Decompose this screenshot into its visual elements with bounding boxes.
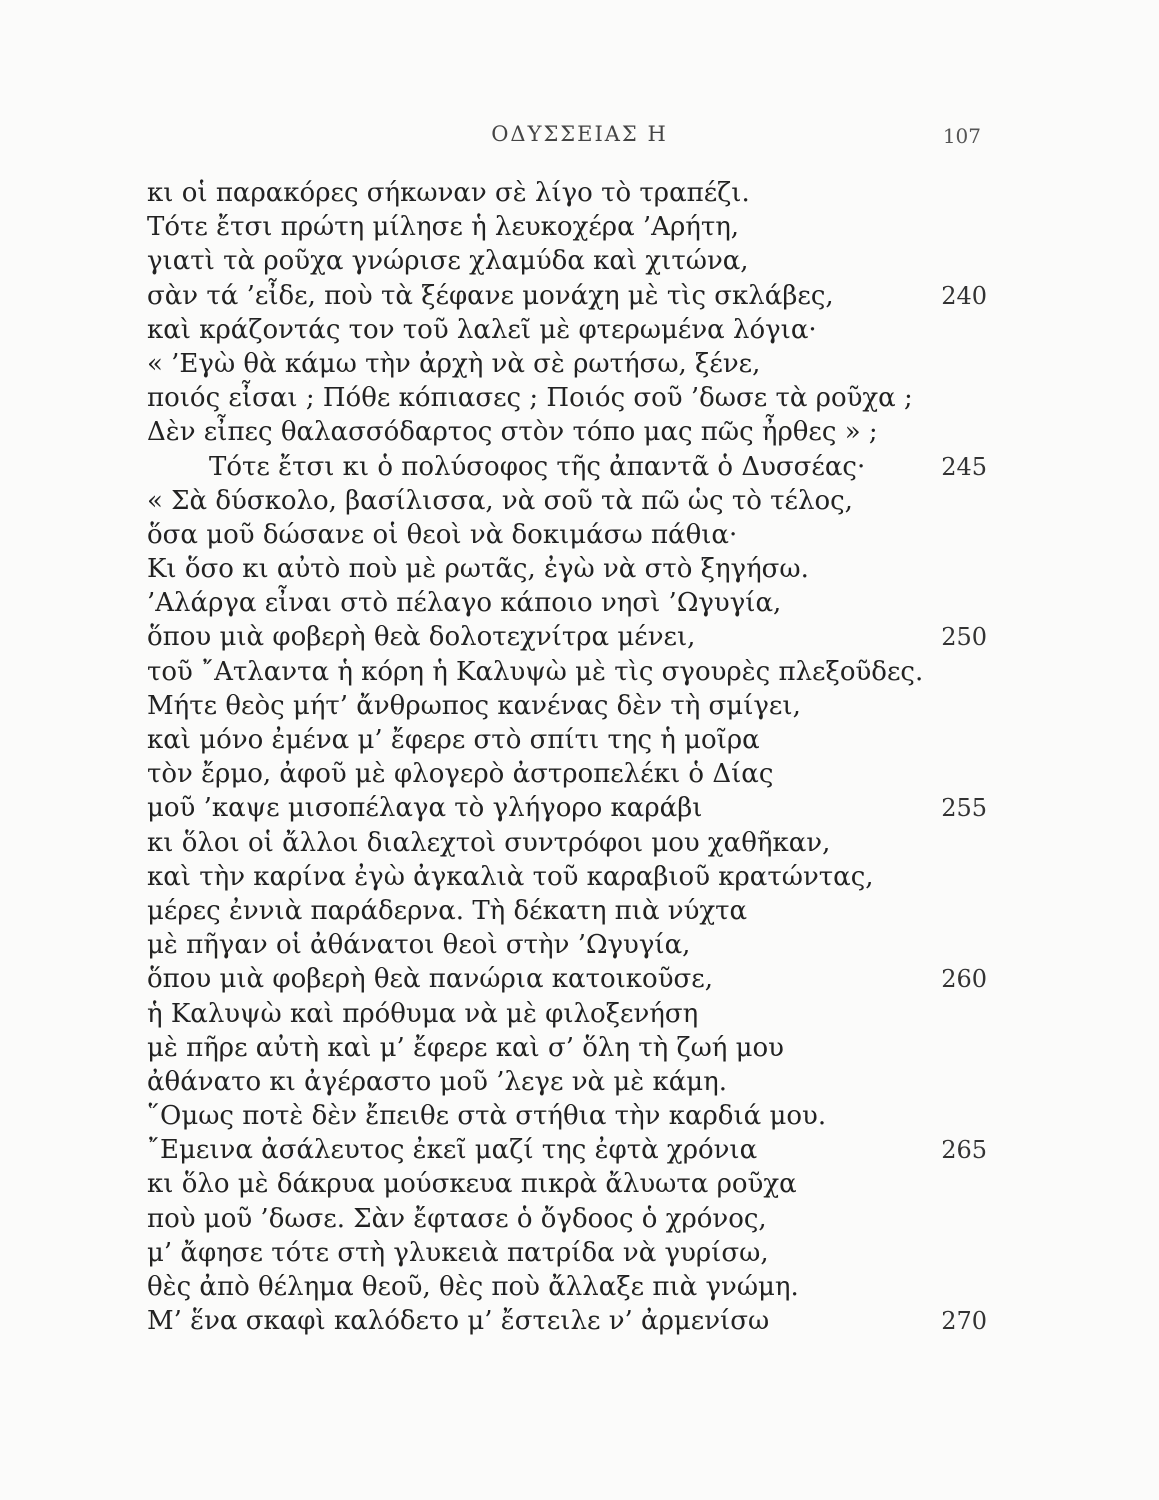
verse-text: κι ὅλοι οἱ ἄλλοι διαλεχτοὶ συντρόφοι μου χαθῆκαν,	[147, 827, 831, 858]
verse-text: ῞Ομως ποτὲ δὲν ἔπειθε στὰ στήθια τὴν καρδιά μου.	[147, 1101, 827, 1132]
verse-line	[147, 1167, 987, 1201]
verse-line	[147, 1202, 987, 1236]
verse-text: Δὲν εἶπες θαλασσόδαρτος στὸν τόπο μας πῶς ἦρθες » ;	[147, 417, 878, 448]
verse-text: σὰν τά ’εἶδε, ποὺ τὰ ξέφανε μονάχη μὲ τὶς σκλάβες,	[147, 280, 834, 311]
verse-line	[147, 279, 987, 313]
verse-text: ὅπου μιὰ φοβερὴ θεὰ πανώρια κατοικοῦσε,	[147, 964, 713, 995]
verse-line	[147, 757, 987, 791]
verse-text: ’Αλάργα εἶναι στὸ πέλαγο κάποιο νησὶ ’Ωγυγία,	[147, 588, 782, 619]
verse-line	[147, 244, 987, 278]
verse-line	[147, 655, 987, 689]
line-number: 265	[941, 1136, 987, 1165]
verse-line	[147, 484, 987, 518]
verse-line	[147, 1304, 987, 1338]
verse-line	[147, 620, 987, 654]
verse-text: ποιός εἶσαι ; Πόθε κόπιασες ; Ποιός σοῦ ’δωσε τὰ ροῦχα ;	[147, 383, 913, 414]
verse-text: μ’ ἄφησε τότε στὴ γλυκειὰ πατρίδα νὰ γυρίσω,	[147, 1237, 769, 1268]
verse-text: ὅπου μιὰ φοβερὴ θεὰ δολοτεχνίτρα μένει,	[147, 622, 696, 653]
verse-line	[147, 1133, 987, 1167]
verse-line	[147, 997, 987, 1031]
verse-line	[147, 791, 987, 825]
verse-line	[147, 552, 987, 586]
line-number: 270	[941, 1307, 987, 1336]
verse-text: τοῦ ῎Ατλαντα ἡ κόρη ἡ Καλυψὼ μὲ τὶς σγουρὲς πλεξοῦδες.	[147, 656, 924, 687]
verse-text: Κι ὅσο κι αὐτὸ ποὺ μὲ ρωτᾶς, ἐγὼ νὰ στὸ ξηγήσω.	[147, 554, 809, 585]
verse-text: μοῦ ’καψε μισοπέλαγα τὸ γλήγορο καράβι	[147, 793, 703, 824]
verse-text: μὲ πῆρε αὐτὴ καὶ μ’ ἔφερε καὶ σ’ ὅλη τὴ ζωή μου	[147, 1032, 784, 1063]
verse-line	[147, 381, 987, 415]
verse-line	[147, 1236, 987, 1270]
verse-text: μὲ πῆγαν οἱ ἀθάνατοι θεοὶ στὴν ’Ωγυγία,	[147, 930, 691, 961]
verse-line	[147, 894, 987, 928]
verse-line	[147, 347, 987, 381]
line-number: 255	[941, 794, 987, 823]
verse-text: γιατὶ τὰ ροῦχα γνώρισε χλαμύδα καὶ χιτώνα,	[147, 246, 749, 277]
verse-text: καὶ τὴν καρίνα ἐγὼ ἀγκαλιὰ τοῦ καραβιοῦ κρατώντας,	[147, 861, 874, 892]
line-number: 245	[941, 452, 987, 481]
verse-text: ὅσα μοῦ δώσανε οἱ θεοὶ νὰ δοκιμάσω πάθια·	[147, 519, 738, 550]
verse-text: « Σὰ δύσκολο, βασίλισσα, νὰ σοῦ τὰ πῶ ὡς τὸ τέλος,	[147, 485, 853, 516]
verse-text: Τότε ἔτσι κι ὁ πολύσοφος τῆς ἀπαντᾶ ὁ Δυσσέας·	[209, 451, 866, 482]
verse-text: ἡ Καλυψὼ καὶ πρόθυμα νὰ μὲ φιλοξενήση	[147, 998, 699, 1029]
verse-line	[147, 1099, 987, 1133]
verse-text: κι ὅλο μὲ δάκρυα μούσκευα πικρὰ ἄλυωτα ροῦχα	[147, 1169, 797, 1200]
verse-line	[147, 1065, 987, 1099]
verse-text: μέρες ἐννιὰ παράδερνα. Τὴ δέκατη πιὰ νύχτα	[147, 895, 748, 926]
verse-line	[147, 313, 987, 347]
verse-text: Μ’ ἕνα σκαφὶ καλόδετο μ’ ἔστειλε ν’ ἀρμενίσω	[147, 1306, 770, 1337]
verse-line	[147, 210, 987, 244]
verse-text: Μήτε θεὸς μήτ’ ἄνθρωπος κανένας δὲν τὴ σμίγει,	[147, 690, 801, 721]
verse-line	[147, 1270, 987, 1304]
verse-block	[147, 176, 987, 1338]
verse-line	[147, 586, 987, 620]
verse-line	[147, 723, 987, 757]
verse-line	[147, 176, 987, 210]
verse-line	[147, 1031, 987, 1065]
page-number: 107	[942, 124, 981, 148]
verse-text: ποὺ μοῦ ’δωσε. Σὰν ἔφτασε ὁ ὄγδοος ὁ χρόνος,	[147, 1203, 767, 1234]
verse-text: καὶ κράζοντάς τον τοῦ λαλεῖ μὲ φτερωμένα λόγια·	[147, 314, 817, 345]
running-header-title: ΟΔΥΣΣΕΙΑΣ Η	[491, 122, 668, 146]
line-number: 250	[941, 623, 987, 652]
verse-text: ἀθάνατο κι ἀγέραστο μοῦ ’λεγε νὰ μὲ κάμη.	[147, 1066, 727, 1097]
verse-text: θὲς ἀπὸ θέλημα θεοῦ, θὲς ποὺ ἄλλαξε πιὰ γνώμη.	[147, 1272, 799, 1302]
verse-line	[147, 415, 987, 449]
verse-line	[147, 962, 987, 996]
verse-line	[147, 826, 987, 860]
verse-text: ῎Εμεινα ἀσάλευτος ἐκεῖ μαζί της ἐφτὰ χρόνια	[147, 1135, 758, 1166]
verse-line	[147, 518, 987, 552]
line-number: 240	[941, 281, 987, 310]
verse-text: καὶ μόνο ἐμένα μ’ ἔφερε στὸ σπίτι της ἡ μοῖρα	[147, 725, 760, 755]
verse-text: τὸν ἔρμο, ἀφοῦ μὲ φλογερὸ ἀστροπελέκι ὁ Δίας	[147, 759, 774, 790]
verse-line	[147, 860, 987, 894]
verse-text: « ’Εγὼ θὰ κάμω τὴν ἀρχὴ νὰ σὲ ρωτήσω, ξένε,	[147, 348, 761, 379]
verse-line	[147, 450, 987, 484]
line-number: 260	[941, 965, 987, 994]
verse-line	[147, 928, 987, 962]
verse-text: Τότε ἔτσι πρώτη μίλησε ἡ λευκοχέρα ’Αρήτη,	[147, 212, 740, 243]
verse-line	[147, 689, 987, 723]
verse-text: κι οἱ παρακόρες σήκωναν σὲ λίγο τὸ τραπέζι.	[147, 178, 750, 208]
